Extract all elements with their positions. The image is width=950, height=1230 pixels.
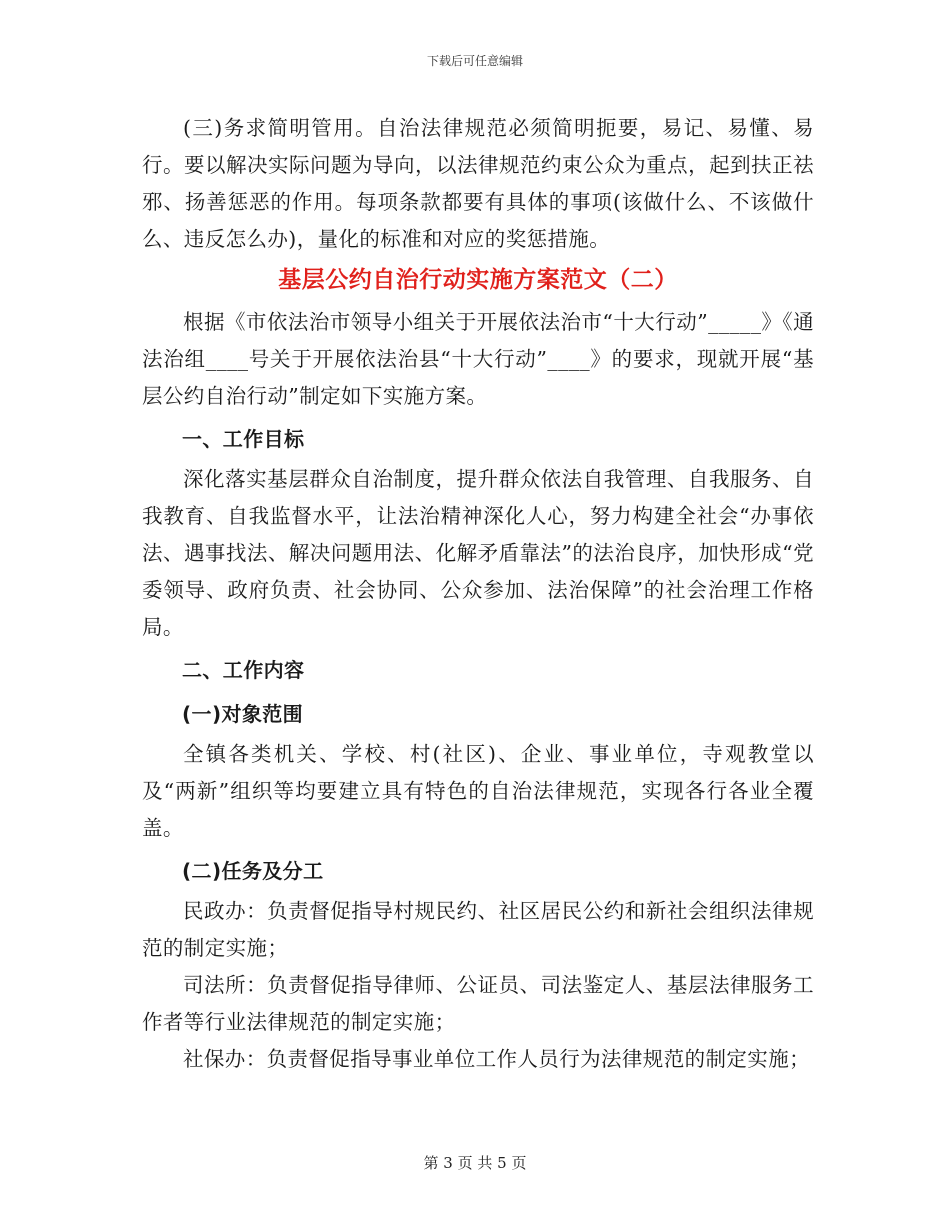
task-item-judicial-office: 司法所：负责督促指导律师、公证员、司法鉴定人、基层法律服务工作者等行业法律规范的制定实施； — [142, 973, 814, 1034]
page-header-note: 下载后可任意编辑 — [426, 54, 523, 68]
section-heading-goals: 一、工作目标 — [182, 427, 305, 451]
paragraph-goals: 深化落实基层群众自治制度，提升群众依法自我管理、自我服务、自我教育、自我监督水平，让法治精神深化人心，努力构建全社会“办事依法、遇事找法、解决问题用法、化解矛盾靠法”的法治良序，加快形成“党委领导、政府负责、社会协同、公众参加、法治保障”的社会治理工作格局。 — [142, 467, 814, 639]
subsection-heading-tasks: (二)任务及分工 — [182, 859, 324, 883]
paragraph-intro: 根据《市依法治市领导小组关于开展依法治市“十大行动”_____》《通法治组____号关于开展依法治县“十大行动”____》的要求，现就开展“基层公约自治行动”制定如下实施方案。 — [142, 310, 814, 408]
page-number-footer: 第 3 页 共 5 页 — [423, 1154, 527, 1172]
task-item-civil-affairs: 民政办：负责督促指导村规民约、社区居民公约和新社会组织法律规范的制定实施； — [142, 899, 814, 960]
subsection-heading-scope: (一)对象范围 — [182, 702, 304, 726]
paragraph-principle-three: (三)务求简明管用。自治法律规范必须简明扼要，易记、易懂、易行。要以解决实际问题为导向，以法律规范约束公众为重点，起到扶正祛邪、扬善惩恶的作用。每项条款都要有具体的事项(该做什么、不该做什么、违反怎么办)，量化的标准和对应的奖惩措施。 — [142, 116, 814, 251]
section-heading-content: 二、工作内容 — [182, 658, 305, 682]
paragraph-scope: 全镇各类机关、学校、村(社区)、企业、事业单位，寺观教堂以及“两新”组织等均要建立具有特色的自治法律规范，实现各行各业全覆盖。 — [142, 742, 815, 840]
document-body — [142, 110, 814, 1078]
document-title: 基层公约自治行动实施方案范文（二） — [278, 267, 678, 293]
task-item-social-security: 社保办：负责督促指导事业单位工作人员行为法律规范的制定实施； — [183, 1047, 810, 1071]
